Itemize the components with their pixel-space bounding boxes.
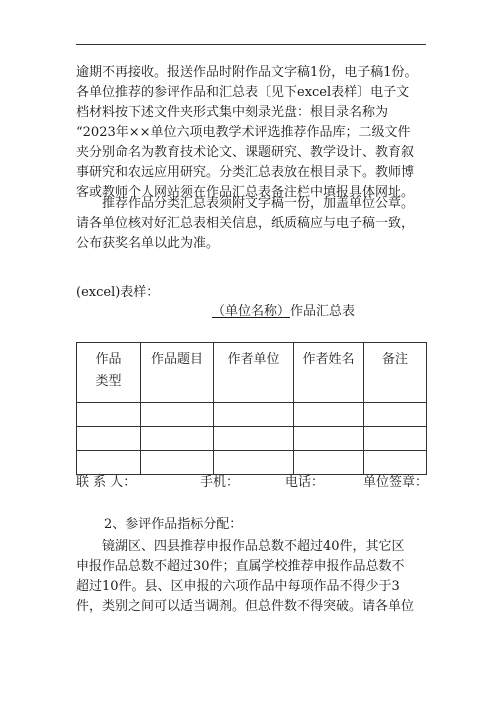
column-header-remarks: 备注 [364, 343, 427, 403]
table-cell [214, 451, 294, 475]
text-line: 事研究和农远应用研究。分类汇总表放在根目录下。教师博 [76, 165, 415, 180]
text-line: 镜湖区、四县推荐申报作品总数不超过40件，其它区 [76, 539, 405, 554]
excel-sample-label: (excel)表样： [76, 285, 160, 300]
paragraph-submission-rules [76, 63, 428, 203]
table-cell [214, 403, 294, 427]
table-cell [141, 403, 214, 427]
table-cell [294, 427, 364, 451]
text-line: 超过10件。县、区申报的六项作品中每项作品不得少于3 [76, 579, 400, 594]
text-line: 客或教师个人网站须在作品汇总表备注栏中填报具体网址。 [76, 185, 415, 200]
table-cell [294, 451, 364, 475]
table-row [77, 451, 427, 475]
table-cell [77, 427, 141, 451]
table-title-unit-name: （单位名称） [212, 304, 291, 319]
table-header-row [77, 343, 427, 403]
paragraph-quota-allocation [76, 537, 428, 617]
table-cell [364, 427, 427, 451]
text-line: “2023年××单位六项电教学术评选推荐作品库；二级文件 [76, 125, 411, 140]
column-header-author-name: 作者姓名 [294, 343, 364, 403]
text-line: 档材料按下述文件夹形式集中刻录光盘：根目录名称为 [76, 105, 389, 120]
text-line: 夹分别命名为教育技术论文、课题研究、教学设计、教育叙 [76, 145, 415, 160]
works-summary-table [76, 342, 427, 475]
contact-person-label: 联 系 人： [76, 475, 137, 490]
table-cell [294, 403, 364, 427]
table-cell [77, 403, 141, 427]
mobile-label: 手机： [200, 475, 240, 490]
section-heading: 2、参评作品指标分配： [104, 517, 243, 532]
header-rule [76, 44, 426, 45]
text-line: 各单位推荐的参评作品和汇总表〔见下excel表样〕电子文 [76, 85, 410, 100]
column-header-work-title: 作品题目 [141, 343, 214, 403]
text-line: 申报作品总数不超过30件；直属学校推荐申报作品总数不 [76, 559, 405, 574]
column-header-work-type: 作品类型 [77, 343, 141, 403]
paragraph-summary-form [76, 194, 428, 254]
table-title [212, 303, 355, 321]
table-title-suffix: 作品汇总表 [290, 304, 356, 319]
table-cell [141, 451, 214, 475]
table-cell [214, 427, 294, 451]
phone-label: 电话： [285, 475, 325, 490]
text-line: 公布获奖名单以此为准。 [76, 236, 220, 251]
text-line: 请各单位核对好汇总表相关信息，纸质稿应与电子稿一致， [76, 216, 415, 231]
unit-signature-label: 单位签章： [363, 475, 429, 490]
table-cell [77, 451, 141, 475]
table-cell [364, 403, 427, 427]
text-line: 推荐作品分类汇总表须附文字稿一份，加盖单位公章。 [76, 196, 415, 211]
table-row [77, 403, 427, 427]
table-cell [141, 427, 214, 451]
column-header-author-unit: 作者单位 [214, 343, 294, 403]
text-line: 逾期不再接收。报送作品时附作品文字稿1份，电子稿1份。 [76, 65, 418, 80]
table-row [77, 427, 427, 451]
text-line: 件，类别之间可以适当调剂。但总件数不得突破。请各单位 [76, 599, 415, 614]
table-cell [364, 451, 427, 475]
